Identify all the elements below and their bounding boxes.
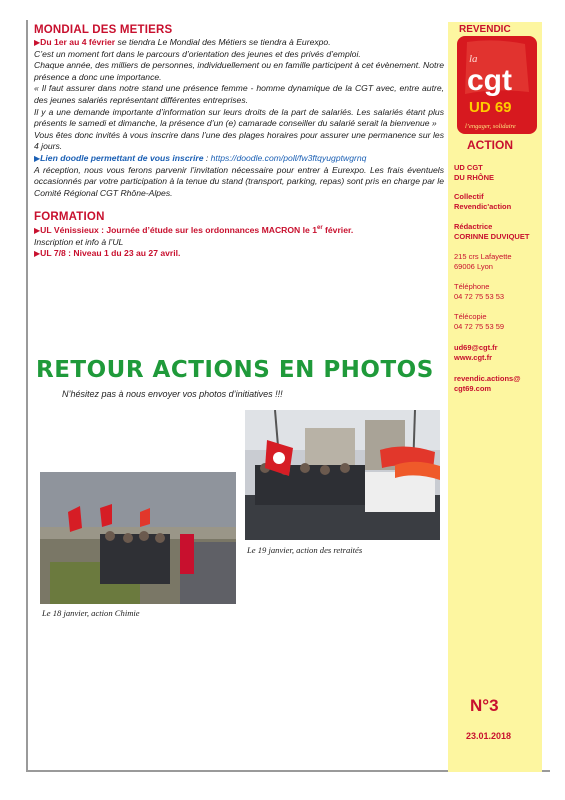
logo-ud-text: UD 69	[469, 99, 512, 116]
revendic-action-logo	[455, 22, 543, 152]
photo-retraites	[245, 410, 440, 540]
sidebar-telephone: Téléphone 04 72 75 53 53	[454, 282, 505, 301]
logo-cgt-text: cgt	[467, 64, 512, 97]
formation-title: FORMATION	[34, 211, 105, 224]
triangle-icon: ▶	[34, 226, 41, 236]
svg-text:la: la	[469, 53, 478, 65]
issue-number: N°3	[470, 696, 499, 715]
main-content	[34, 24, 444, 260]
formation-text: ▶UL Vénissieux : Journée d’étude sur les ordonnances MACRON le 1er février. Inscription et info à l’UL ▶UL 7/8 : Niveau 1 du 23 au 27 avril.	[34, 225, 354, 259]
sidebar-web	[454, 343, 540, 363]
photo-chimie	[40, 472, 236, 604]
sidebar-org: UD CGT DU RHÔNE	[454, 163, 495, 182]
triangle-icon: ▶	[34, 153, 41, 163]
triangle-icon: ▶	[34, 38, 41, 47]
triangle-icon: ▶	[34, 249, 41, 259]
logo-slogan: l’engager, solidaire	[465, 123, 516, 130]
sidebar-redactrice: Rédactrice CORINNE DUVIQUET	[454, 222, 530, 241]
logo-top-text: REVENDIC	[459, 24, 511, 35]
mondial-text: ▶Du 1er au 4 février se tiendra Le Mondial des Métiers se tiendra à Eurexpo. C’est un moment fort dans le parcours d’orientation des jeunes et des privés d’emploi. Chaque année, des milliers de personnes, individuellement ou en famille participent à cet évènement. Notre présence a donc une importance. « Il faut assurer dans notre stand une présence femme - homme dynamique de la CGT avec, entre autre, des jeunes salariés représentant différentes entreprises. Il y a une demande importante d’information sur leurs droits de la part de salariés. Les salariés étant plus présents le samedi et dimanche, la présence d’un (e) camarade conseiller du salarié serait la bienvenue » Vous êtes donc invités à vous inscrire dans l’une des plages horaires pour assurer une permanence sur les 4 jours. ▶Lien doodle permettant de vous inscrire : https://doodle.com/poll/fw3ftqyugptwgrnq A réception, nous vous ferons parvenir l’invitation nécessaire pour entrer à Eurexpo. Les frais éventuels occasionnés par votre participation à la tenue du stand (transport, parking, repas) sont pris en charge par le Comité Régional CGT Rhône-Alpes.	[34, 37, 444, 198]
doodle-link[interactable]: https://doodle.com/poll/fw3ftqyugptwgrnq	[210, 152, 367, 163]
sidebar-collectif: Collectif Revendic'action	[454, 192, 512, 211]
photo-retraites-caption: Le 19 janvier, action des retraités	[247, 545, 363, 555]
logo-bottom-text: ACTION	[467, 138, 513, 152]
web-link[interactable]: www.cgt.fr	[454, 353, 493, 362]
sidebar-fax: Télécopie 04 72 75 53 59	[454, 312, 505, 331]
photo-chimie-caption: Le 18 janvier, action Chimie	[42, 608, 140, 618]
mondial-title: MONDIAL DES METIERS	[34, 24, 173, 36]
sidebar-address: 215 crs Lafayette 69006 Lyon	[454, 252, 512, 271]
email-link[interactable]: ud69@cgt.fr	[454, 343, 498, 352]
photos-section-title: RETOUR ACTIONS EN PHOTOS	[36, 357, 434, 383]
issue-date: 23.01.2018	[466, 731, 512, 741]
sidebar-email-revendic[interactable]: revendic.actions@ cgt69.com	[454, 374, 521, 393]
photos-section-subtitle: N’hésitez pas à nous envoyer vos photos d’initiatives !!!	[62, 389, 283, 399]
